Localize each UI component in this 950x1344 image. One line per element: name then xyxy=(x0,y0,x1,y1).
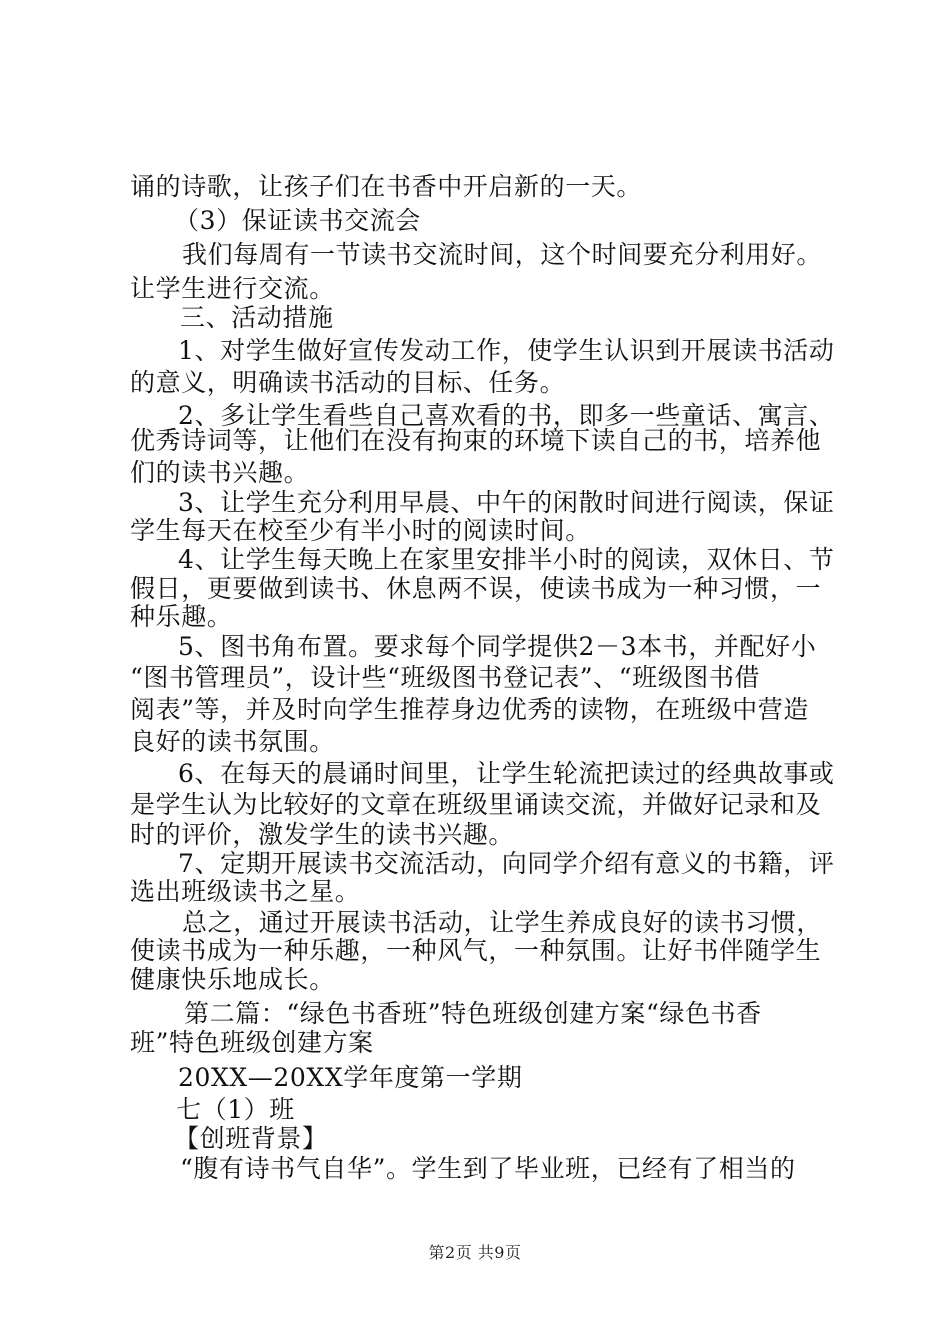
text-line-4: 让学生进行交流。 xyxy=(130,274,335,303)
page-number-footer: 第2页 共9页 xyxy=(428,1243,522,1262)
text-line-33: “腹有诗书气自华”。学生到了毕业班，已经有了相当的 xyxy=(180,1154,796,1183)
text-line-24: 选出班级读书之星。 xyxy=(130,877,361,906)
text-line-12: 学生每天在校至少有半小时的阅读时间。 xyxy=(130,516,591,545)
text-line-9: 优秀诗词等，让他们在没有拘束的环境下读自己的书，培养他 xyxy=(130,426,822,455)
text-line-15: 种乐趣。 xyxy=(130,602,233,631)
text-line-21: 是学生认为比较好的文章在班级里诵读交流，并做好记录和及 xyxy=(130,790,822,819)
text-line-23: 7、定期开展读书交流活动，向同学介绍有意义的书籍，评 xyxy=(178,849,835,878)
text-line-8: 2、多让学生看些自己喜欢看的书，即多一些童话、寓言、 xyxy=(178,401,835,430)
text-line-13: 4、让学生每天晚上在家里安排半小时的阅读，双休日、节 xyxy=(178,545,835,574)
text-line-5: 三、活动措施 xyxy=(180,303,334,332)
text-line-11: 3、让学生充分利用早晨、中午的闲散时间进行阅读，保证 xyxy=(178,488,835,517)
text-line-17: “图书管理员”，设计些“班级图书登记表”、“班级图书借 xyxy=(130,663,761,692)
text-line-18: 阅表”等，并及时向学生推荐身边优秀的读物，在班级中营造 xyxy=(130,695,809,724)
text-line-19: 良好的读书氛围。 xyxy=(130,727,335,756)
text-line-30: 20XX—20XX学年度第一学期 xyxy=(178,1063,523,1092)
text-line-20: 6、在每天的晨诵时间里，让学生轮流把读过的经典故事或 xyxy=(178,759,835,788)
text-line-7: 的意义，明确读书活动的目标、任务。 xyxy=(130,368,566,397)
text-line-26: 使读书成为一种乐趣，一种风气，一种氛围。让好书伴随学生 xyxy=(130,936,822,965)
text-line-2: （3）保证读书交流会 xyxy=(174,206,421,235)
text-line-32: 【创班背景】 xyxy=(174,1124,328,1153)
text-line-27: 健康快乐地成长。 xyxy=(130,965,335,994)
text-line-25: 总之，通过开展读书活动，让学生养成良好的读书习惯， xyxy=(182,908,823,937)
text-line-14: 假日，更要做到读书、休息两不误，使读书成为一种习惯，一 xyxy=(130,574,822,603)
text-line-1: 诵的诗歌，让孩子们在书香中开启新的一天。 xyxy=(130,172,643,201)
text-line-6: 1、对学生做好宣传发动工作，使学生认识到开展读书活动 xyxy=(178,336,835,365)
text-line-28: 第二篇：“绿色书香班”特色班级创建方案“绿色书香 xyxy=(184,999,762,1028)
text-line-22: 时的评价，激发学生的读书兴趣。 xyxy=(130,820,515,849)
text-line-10: 们的读书兴趣。 xyxy=(130,458,310,487)
text-line-16: 5、图书角布置。要求每个同学提供2－3本书，并配好小 xyxy=(178,632,817,661)
text-line-31: 七（1）班 xyxy=(176,1095,295,1124)
text-line-29: 班”特色班级创建方案 xyxy=(130,1028,374,1057)
text-line-3: 我们每周有一节读书交流时间，这个时间要充分利用好。 xyxy=(182,240,823,269)
